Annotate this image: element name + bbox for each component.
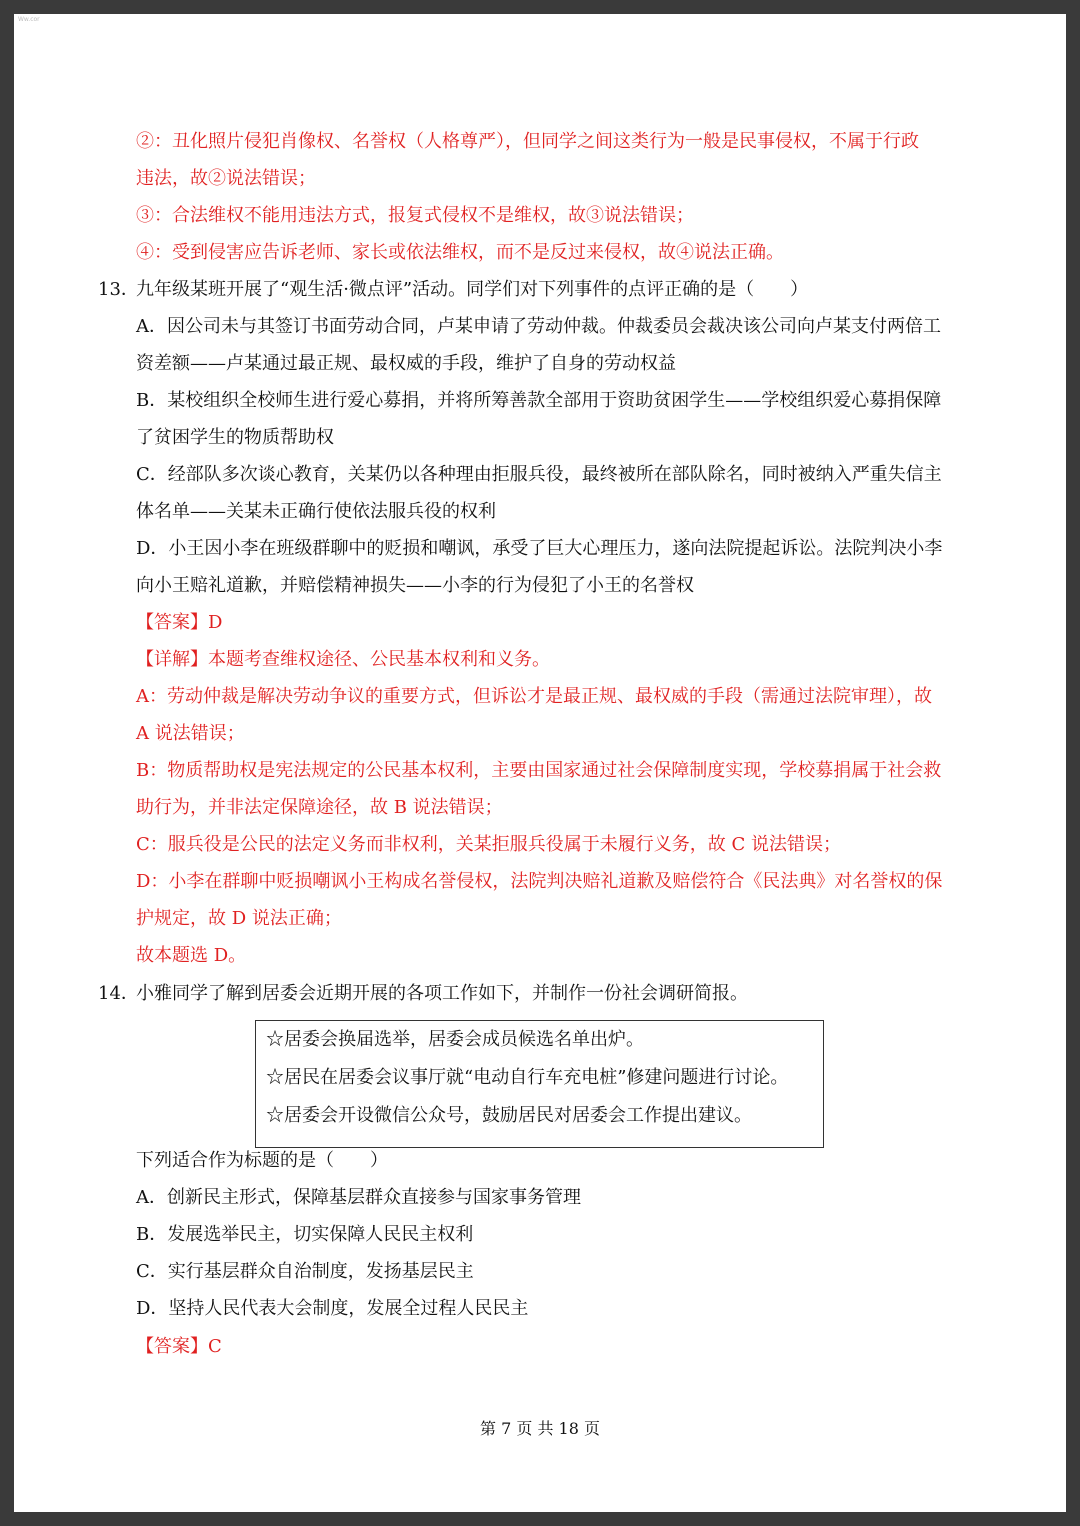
- corner-mark: Ww.cor: [18, 16, 40, 23]
- page-footer: 第 7 页 共 18 页: [480, 1419, 600, 1438]
- question-13-explanation-line: A 说法错误；: [136, 723, 245, 744]
- question-13-explanation-line: 助行为，并非法定保障途径，故 B 说法错误；: [136, 797, 503, 818]
- question-14-stem: 小雅同学了解到居委会近期开展的各项工作如下，并制作一份社会调研简报。: [136, 983, 748, 1004]
- question-13-number: 13．: [98, 279, 139, 300]
- question-14-option: B．发展选举民主，切实保障人民民主权利: [136, 1224, 474, 1245]
- question-14-number: 14．: [98, 983, 139, 1004]
- question-13-explanation-line: B：物质帮助权是宪法规定的公民基本权利，主要由国家通过社会保障制度实现，学校募捐属于社会救: [136, 760, 942, 781]
- question-13-option-line: 体名单——关某未正确行使依法服兵役的权利: [136, 501, 496, 522]
- prev-explanation-line: ④：受到侵害应告诉老师、家长或依法维权，而不是反过来侵权，故④说法正确。: [136, 242, 784, 263]
- question-13-option-line: D．小王因小李在班级群聊中的贬损和嘲讽，承受了巨大心理压力，遂向法院提起诉讼。法院判决小李: [136, 538, 943, 559]
- question-14-option: C．实行基层群众自治制度，发扬基层民主: [136, 1261, 474, 1282]
- question-13-explanation-line: D：小李在群聊中贬损嘲讽小王构成名誉侵权，法院判决赔礼道歉及赔偿符合《民法典》对名誉权的保: [136, 871, 943, 892]
- question-13-explanation-line: 护规定，故 D 说法正确；: [136, 908, 342, 929]
- question-14-answer: 【答案】C: [136, 1336, 222, 1357]
- prev-explanation-line: 违法，故②说法错误；: [136, 168, 316, 189]
- question-13-explanation-line: 【详解】本题考查维权途径、公民基本权利和义务。: [136, 649, 550, 670]
- question-14-option: D．坚持人民代表大会制度，发展全过程人民民主: [136, 1298, 529, 1319]
- question-13-explanation-line: C：服兵役是公民的法定义务而非权利，关某拒服兵役属于未履行义务，故 C 说法错误；: [136, 834, 841, 855]
- question-13-stem: 九年级某班开展了“观生活·微点评”活动。同学们对下列事件的点评正确的是（ ）: [136, 279, 809, 300]
- question-13-option-line: 资差额——卢某通过最正规、最权威的手段，维护了自身的劳动权益: [136, 353, 676, 374]
- question-13-answer: 【答案】D: [136, 612, 223, 633]
- question-13-option-line: 向小王赔礼道歉，并赔偿精神损失——小李的行为侵犯了小王的名誉权: [136, 575, 694, 596]
- survey-info-box: [255, 1020, 824, 1148]
- question-13-option-line: B．某校组织全校师生进行爱心募捐，并将所筹善款全部用于资助贫困学生——学校组织爱心募捐保障: [136, 390, 942, 411]
- question-13-option-line: 了贫困学生的物质帮助权: [136, 427, 334, 448]
- question-14-option: A．创新民主形式，保障基层群众直接参与国家事务管理: [136, 1187, 581, 1208]
- question-13-explanation-line: 故本题选 D。: [136, 945, 247, 966]
- survey-info-item: ☆居委会开设微信公众号，鼓励居民对居委会工作提出建议。: [266, 1105, 752, 1126]
- question-14-prompt: 下列适合作为标题的是（ ）: [136, 1150, 388, 1171]
- prev-explanation-line: ②：丑化照片侵犯肖像权、名誉权（人格尊严），但同学之间这类行为一般是民事侵权，不属于行政: [136, 131, 919, 152]
- survey-info-item: ☆居民在居委会议事厅就“电动自行车充电桩”修建问题进行讨论。: [266, 1067, 789, 1088]
- document-page: [14, 14, 1066, 1512]
- prev-explanation-line: ③：合法维权不能用违法方式，报复式侵权不是维权，故③说法错误；: [136, 205, 694, 226]
- question-13-option-line: C．经部队多次谈心教育，关某仍以各种理由拒服兵役，最终被所在部队除名，同时被纳入严重失信主: [136, 464, 942, 485]
- question-13-explanation-line: A：劳动仲裁是解决劳动争议的重要方式，但诉讼才是最正规、最权威的手段（需通过法院审理），故: [136, 686, 932, 707]
- question-13-option-line: A．因公司未与其签订书面劳动合同，卢某申请了劳动仲裁。仲裁委员会裁决该公司向卢某支付两倍工: [136, 316, 941, 337]
- survey-info-item: ☆居委会换届选举，居委会成员候选名单出炉。: [266, 1029, 644, 1050]
